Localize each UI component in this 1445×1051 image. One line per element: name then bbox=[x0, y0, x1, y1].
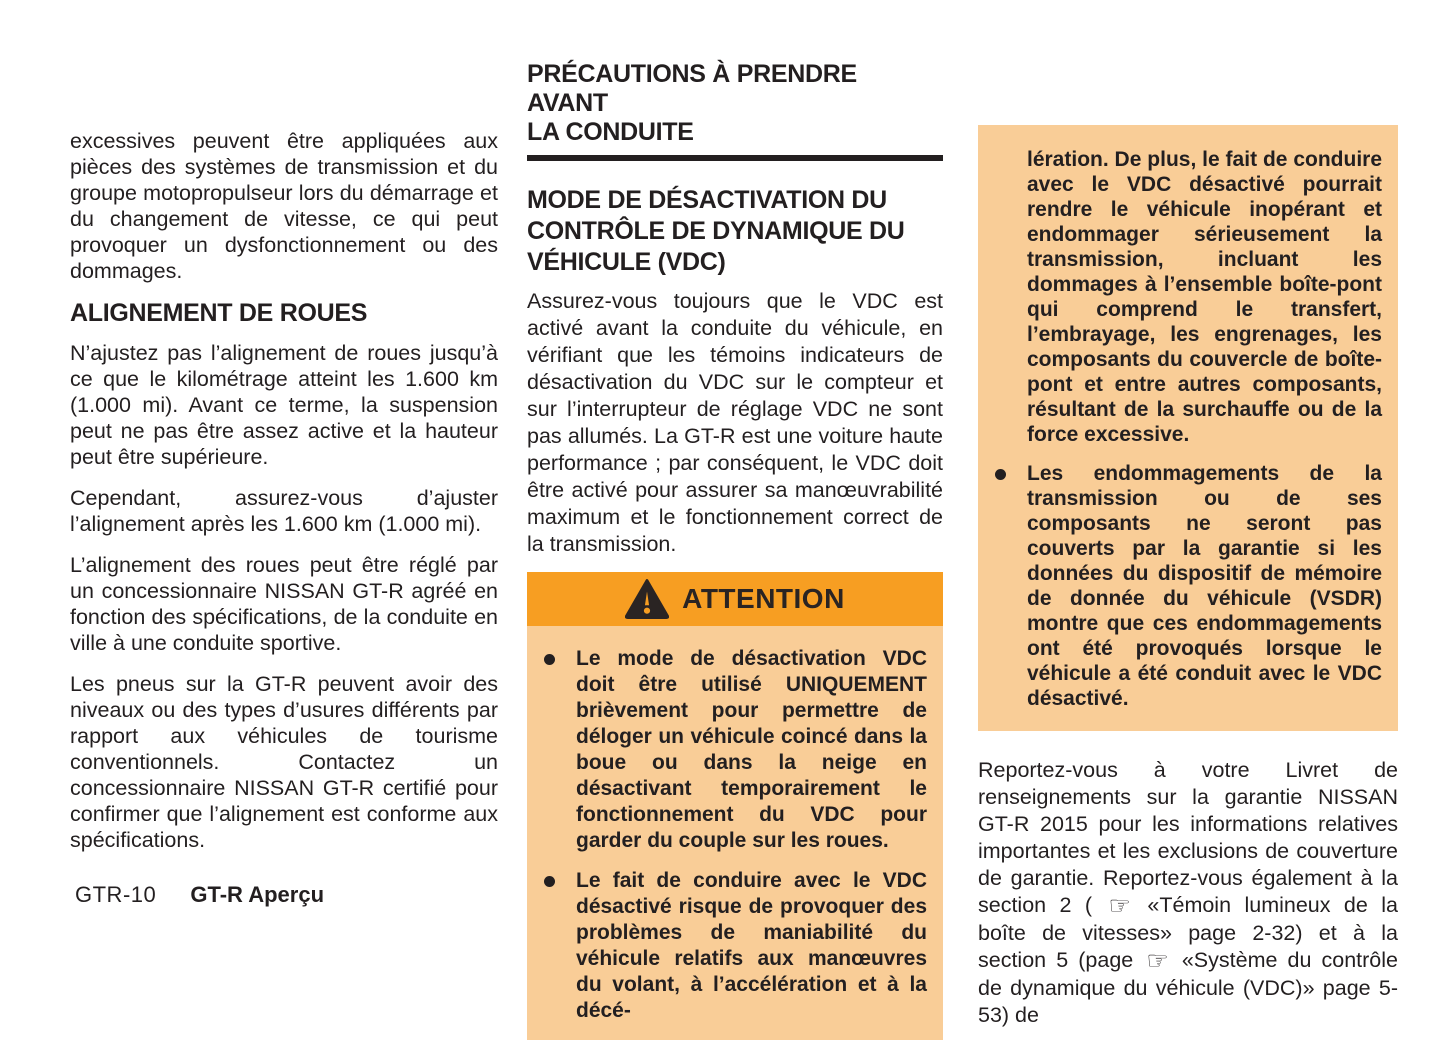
section-title-rule bbox=[527, 155, 943, 161]
warning-continuation-text: lération. De plus, le fait de conduire avec le VDC désactivé pourrait rendre le véhicule inopérant et endommager sérieusement la transmission, incluant les dommages à l’ensemble boîte-pont qui comprend le transfert, l’embrayage, les engrenages, les composants du couvercle de boîte-pont et entre autres composants, résultant de la surchauffe ou de la force excessive. bbox=[1027, 148, 1382, 446]
right-column bbox=[978, 125, 1398, 1051]
middle-column bbox=[527, 60, 943, 1040]
closing-text-part: «Système du contrôle de dynamique du véhicule (VDC)» page 5-53) de bbox=[978, 948, 1399, 1027]
closing-text-part: «Témoin lumineux de la boîte de vitesses» page 2-32) et à la section 5 (page bbox=[978, 893, 1399, 972]
footer-page-code: GTR-10 bbox=[75, 882, 157, 907]
section-title-line2: LA CONDUITE bbox=[527, 118, 694, 146]
warning-box bbox=[527, 572, 943, 1040]
left-paragraph: Cependant, assurez-vous d’ajuster l’alignement après les 1.600 km (1.000 mi). bbox=[70, 486, 498, 536]
warning-label: ATTENTION bbox=[682, 583, 845, 614]
section-title-line1: PRÉCAUTIONS À PRENDRE AVANT bbox=[527, 60, 857, 117]
warning-box-body bbox=[527, 626, 943, 1040]
subsection-title-vdc: MODE DE DÉSACTIVATION DU CONTRÔLE DE DYNAMIQUE DU VÉHICULE (VDC) bbox=[527, 186, 905, 276]
warranty-reference-paragraph bbox=[978, 757, 1398, 1029]
pointing-hand-icon: ☞ bbox=[1146, 947, 1169, 975]
closing-text-part: Reportez-vous à votre Livret de renseignements sur la garantie NISSAN GT-R 2015 pour les informations relatives importantes et les exclusions de couverture de garantie. Reportez-vous également à la section 2 ( bbox=[978, 758, 1398, 917]
left-paragraph: N’ajustez pas l’alignement de roues jusqu’à ce que le kilométrage atteint les 1.600 km (1.000 mi). Avant ce terme, la suspension peut ne pas être assez active et la hauteur peut être supérieure. bbox=[70, 341, 498, 469]
warning-bullet-item bbox=[978, 461, 1398, 711]
warning-triangle-icon bbox=[625, 579, 669, 619]
bullet-dot bbox=[544, 654, 555, 665]
warning-bullet-item bbox=[527, 646, 943, 854]
warning-bullet-text: Le fait de conduire avec le VDC désactivé risque de provoquer des problèmes de maniabilité du véhicule relatifs aux manœuvres du volant, à l’accélération et à la décé- bbox=[576, 869, 927, 1022]
pointing-hand-icon: ☞ bbox=[1108, 892, 1131, 920]
left-paragraph: Les pneus sur la GT-R peuvent avoir des niveaux ou des types d’usures différents par rapport aux véhicules de tourisme conventionnels. Contactez un concessionnaire NISSAN GT-R certifié pour confirmer que l’alignement est conforme aux spécifications. bbox=[70, 672, 498, 852]
warning-bullet-text: Les endommagements de la transmission ou de ses composants ne seront pas couverts par la garantie si les données du dispositif de mémoire de donnée du véhicule (VSDR) montre que ces endommagements ont été provoqués lorsque le véhicule a été conduit avec le VDC désactivé. bbox=[1027, 462, 1382, 710]
warning-box-continuation bbox=[978, 125, 1398, 731]
left-intro-paragraph: excessives peuvent être appliquées aux pièces des systèmes de transmission et du groupe motopropulseur lors du démarrage et du changement de vitesse, ce qui peut provoquer un dysfonctionnement ou des dommages. bbox=[70, 129, 498, 283]
left-column bbox=[70, 128, 498, 868]
left-heading-alignement-de-roues: ALIGNEMENT DE ROUES bbox=[70, 299, 368, 327]
warning-bullet-item bbox=[527, 868, 943, 1024]
bullet-dot bbox=[544, 876, 555, 887]
left-paragraph: L’alignement des roues peut être réglé par un concessionnaire NISSAN GT-R agréé en fonction des spécifications, de la conduite en ville à une conduite sportive. bbox=[70, 553, 498, 655]
page-footer bbox=[75, 882, 324, 908]
vdc-intro-paragraph: Assurez-vous toujours que le VDC est activé avant la conduite du véhicule, en vérifiant que les témoins indicateurs de désactivation du VDC sur le compteur et sur l’interrupteur de réglage VDC ne sont pas allumés. La GT-R est une voiture haute performance ; par conséquent, le VDC doit être activé pour assurer sa manœuvrabilité maximum et le fonctionnement correct de la transmission. bbox=[527, 289, 943, 556]
section-title bbox=[527, 60, 943, 147]
footer-section-label: GT-R Aperçu bbox=[190, 882, 325, 907]
warning-bullet-text: Le mode de désactivation VDC doit être utilisé UNIQUEMENT brièvement pour permettre de déloger un véhicule coincé dans la boue ou dans la neige en désactivant temporairement le fonctionnement du VDC pour garder du couple sur les roues. bbox=[576, 647, 927, 852]
warning-box-header bbox=[527, 572, 943, 626]
bullet-dot bbox=[995, 469, 1006, 480]
